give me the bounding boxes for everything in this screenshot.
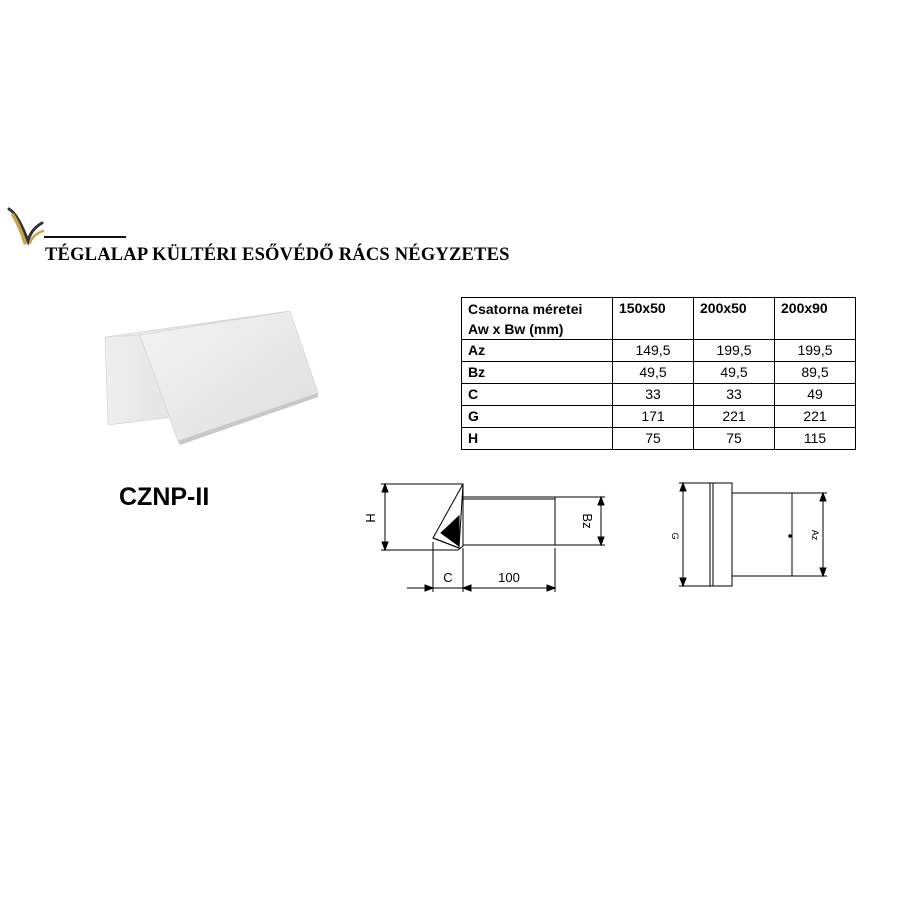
logo-rule [44,236,126,238]
table-cell: 221 [775,406,856,428]
dim-label-az: Az [810,529,820,541]
table-cell: 33 [694,384,775,406]
dim-label-h: H [363,513,378,523]
dim-label-c: C [443,570,453,585]
table-row [462,384,856,406]
dim-label-bz: Bz [580,513,595,529]
dim-label-length: 100 [498,570,520,585]
dim-label-g: G [670,532,680,540]
table-cell: 199,5 [694,340,775,362]
table-row [462,340,856,362]
table-cell: 221 [694,406,775,428]
table-cell: 115 [775,428,856,450]
brand-logo [6,203,46,251]
table-cell: 33 [613,384,694,406]
header-cell: 200x90 [775,298,856,340]
product-image [100,305,320,445]
row-label: C [462,384,613,406]
table-cell: 49 [775,384,856,406]
header-cell: 150x50 [613,298,694,340]
table-cell: 49,5 [694,362,775,384]
product-model: CZNP-II [119,483,210,511]
row-label: Bz [462,362,613,384]
page-title: TÉGLALAP KÜLTÉRI ESŐVÉDŐ RÁCS NÉGYZETES [45,245,510,265]
table-cell: 75 [694,428,775,450]
table-row [462,428,856,450]
top-view-drawing [665,478,835,588]
spec-table [461,297,856,450]
side-view-drawing [355,476,620,601]
table-cell: 199,5 [775,340,856,362]
table-row [462,362,856,384]
header-cell-dimensions [462,298,613,340]
header-line-2: Aw x Bw (mm) [468,321,564,337]
table-cell: 89,5 [775,362,856,384]
row-label: Az [462,340,613,362]
header-cell: 200x50 [694,298,775,340]
row-label: G [462,406,613,428]
table-cell: 149,5 [613,340,694,362]
header-line-1: Csatorna méretei [468,301,583,317]
table-header-row [462,298,856,340]
row-label: H [462,428,613,450]
table-cell: 171 [613,406,694,428]
table-cell: 75 [613,428,694,450]
table-cell: 49,5 [613,362,694,384]
table-row [462,406,856,428]
